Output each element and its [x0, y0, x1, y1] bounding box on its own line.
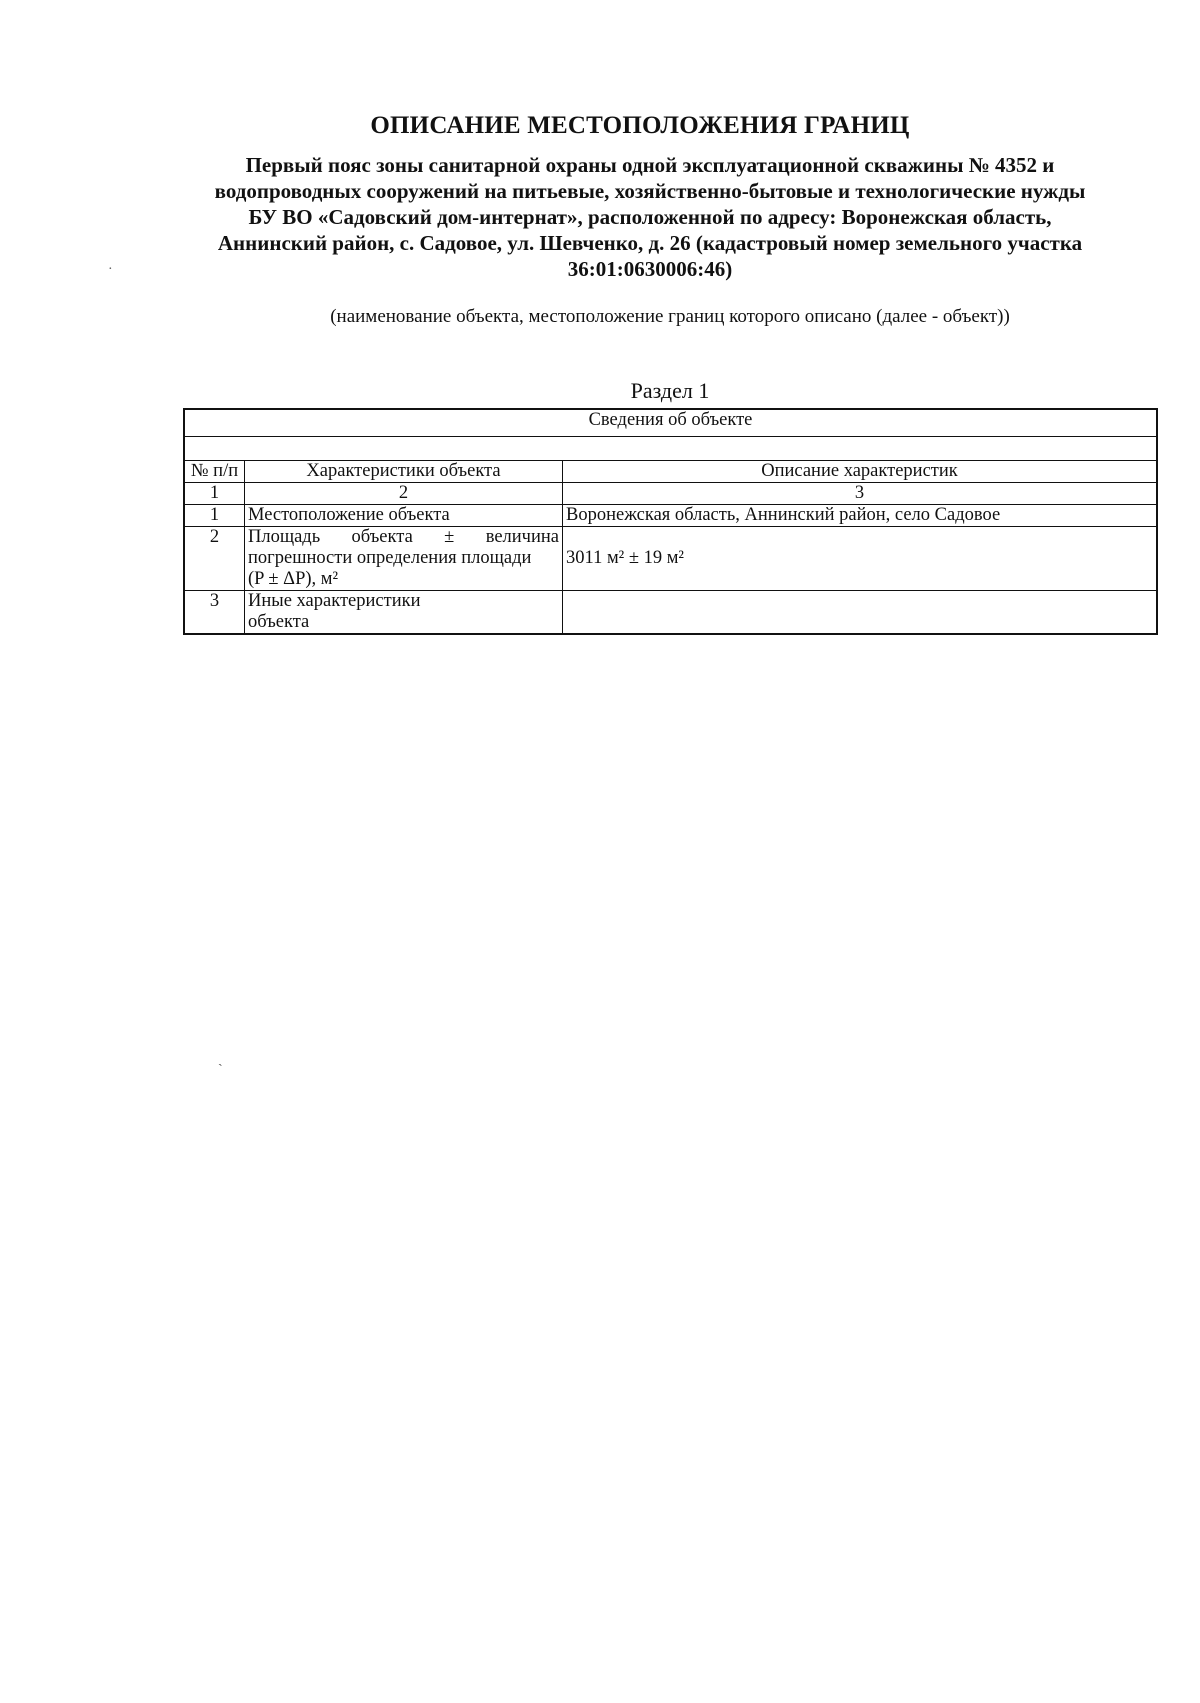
row-characteristic-line: Иные характеристики [248, 591, 421, 611]
column-header-description: Описание характеристик [563, 461, 1158, 483]
object-name-line: Первый пояс зоны санитарной охраны одной эксплуатационной скважины № 4352 и [245, 153, 1055, 177]
scan-speck: ˏ [218, 1052, 223, 1067]
row-number: 2 [184, 527, 245, 591]
object-name-line: Аннинский район, с. Садовое, ул. Шевченко, д. 26 (кадастровый номер земельного участка [217, 231, 1083, 255]
table-row [184, 591, 1157, 635]
column-number: 2 [245, 483, 563, 505]
row-characteristic-line: Местоположение объекта [248, 505, 450, 525]
object-name-line: 36:01:0630006:46) [567, 257, 733, 281]
section-label: Раздел 1 [630, 378, 710, 403]
table-blank-row [184, 437, 1157, 461]
table-header-row [184, 409, 1157, 437]
table-blank-cell [184, 437, 1157, 461]
row-characteristic [245, 505, 563, 527]
row-number: 3 [184, 591, 245, 635]
column-headers-row [184, 461, 1157, 483]
column-number: 3 [563, 483, 1158, 505]
row-characteristic-line: погрешности определения площади [248, 548, 532, 568]
row-characteristic-line: (P ± ΔP), м² [248, 569, 339, 589]
document-title: ОПИСАНИЕ МЕСТОПОЛОЖЕНИЯ ГРАНИЦ [370, 112, 910, 139]
row-description [563, 591, 1158, 635]
row-description: Воронежская область, Аннинский район, село Садовое [563, 505, 1158, 527]
row-characteristic-line: Площадь объекта ± величина [248, 527, 559, 547]
column-numbers-row [184, 483, 1157, 505]
scan-speck: · [108, 262, 113, 277]
object-info-table [183, 408, 1158, 635]
object-caption: (наименование объекта, местоположение границ которого описано (далее - объект)) [330, 306, 1010, 327]
column-header-characteristic: Характеристики объекта [245, 461, 563, 483]
object-name [150, 152, 1150, 282]
column-number: 1 [184, 483, 245, 505]
row-characteristic [245, 591, 563, 635]
object-name-line: водопроводных сооружений на питьевые, хозяйственно-бытовые и технологические нужды [214, 179, 1086, 203]
table-row [184, 505, 1157, 527]
object-name-line: БУ ВО «Садовский дом-интернат», расположенной по адресу: Воронежская область, [248, 205, 1052, 229]
row-number: 1 [184, 505, 245, 527]
table-header: Сведения об объекте [184, 409, 1157, 437]
table-row [184, 527, 1157, 591]
column-header-num: № п/п [184, 461, 245, 483]
row-description: 3011 м² ± 19 м² [563, 527, 1158, 591]
row-characteristic [245, 527, 563, 591]
row-characteristic-line: объекта [248, 612, 310, 632]
